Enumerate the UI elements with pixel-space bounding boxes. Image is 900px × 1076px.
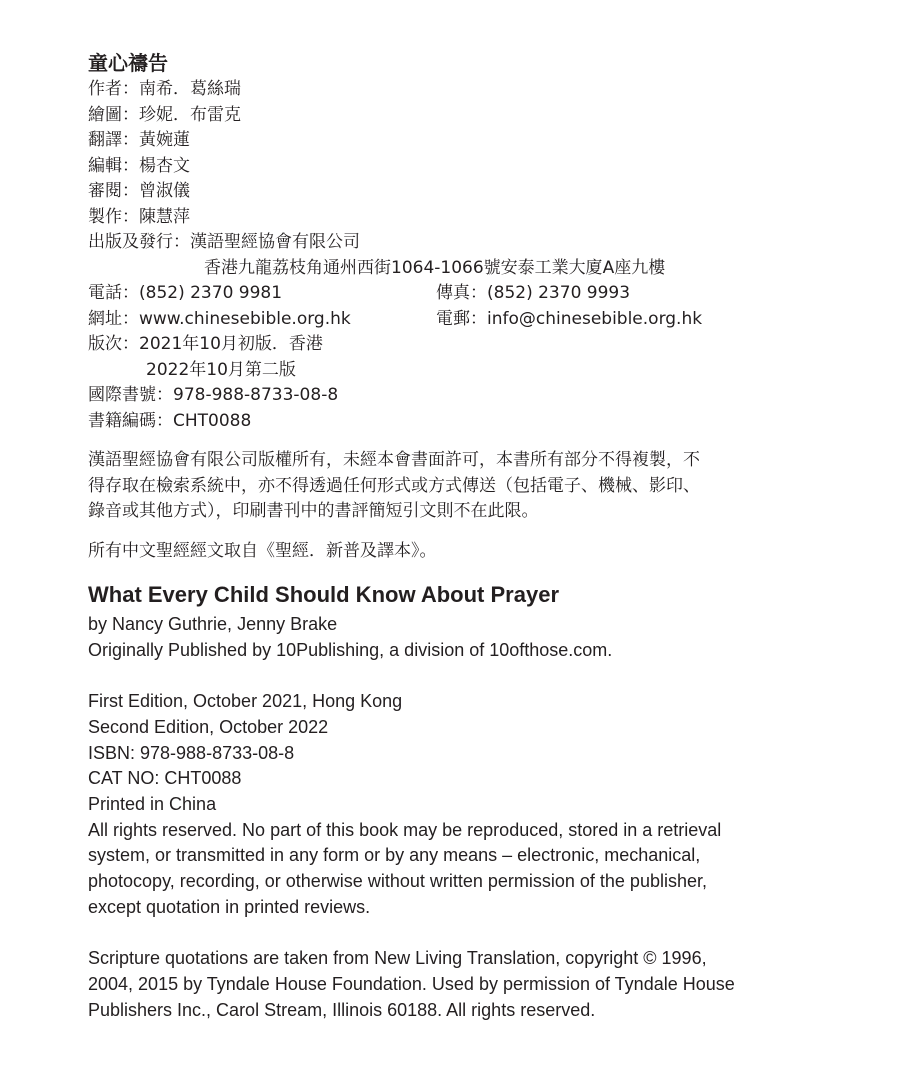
printed-in: Printed in China [88, 793, 217, 814]
cat-no-english: CAT NO: CHT0088 [88, 768, 242, 789]
email: 電郵：info@chinesebible.org.hk [436, 308, 703, 329]
scripture-line: Scripture quotations are taken from New Living Translation, copyright © 1996, [88, 948, 707, 969]
copyright-line: 漢語聖經協會有限公司版權所有，未經本會書面許可，本書所有部分不得複製，不 [88, 450, 700, 470]
copyright-line: 錄音或其他方式），印刷書刊中的書評簡短引文則不在此限。 [88, 501, 539, 521]
scripture-line: 2004, 2015 by Tyndale House Foundation. Used by permission of Tyndale House [88, 973, 735, 994]
edition-line: First Edition, October 2021, Hong Kong [88, 691, 403, 712]
edition-second: 2022年10月第二版 [146, 359, 296, 380]
original-publisher: Originally Published by 10Publishing, a division of 10ofthose.com. [88, 639, 613, 660]
english-rights-notice [88, 818, 800, 921]
publisher-line: 出版及發行：漢語聖經協會有限公司 [88, 232, 360, 252]
edition-line: Second Edition, October 2022 [88, 716, 329, 737]
fax: 傳真：(852) 2370 9993 [436, 283, 631, 303]
credit-production: 製作：陳慧萍 [88, 206, 190, 227]
isbn-english: ISBN: 978-988-8733-08-8 [88, 742, 295, 763]
edition-first: 版次：2021年10月初版．香港 [88, 334, 323, 354]
contact-row-web [88, 307, 800, 333]
english-authors: by Nancy Guthrie, Jenny Brake [88, 614, 338, 634]
credit-illustrator: 繪圖：珍妮．布雷克 [88, 104, 241, 125]
copyright-line: 得存取在檢索系統中，亦不得透過任何形式或方式傳送（包括電子、機械、影印、 [88, 475, 700, 496]
rights-line: system, or transmitted in any form or by any means – electronic, mechanical, [88, 845, 701, 866]
credit-translator: 翻譯：黃婉蓮 [88, 130, 190, 150]
credit-reviewer: 審閱：曾淑儀 [88, 181, 190, 201]
isbn-chinese: 國際書號：978-988-8733-08-8 [88, 385, 339, 405]
publisher-address: 香港九龍荔枝角通州西街1064-1066號安泰工業大廈A座九樓 [204, 257, 666, 278]
copyright-page [88, 50, 800, 1023]
rights-line: except quotation in printed reviews. [88, 896, 371, 917]
rights-line: photocopy, recording, or otherwise without written permission of the publisher, [88, 871, 707, 892]
contact-row-phone [88, 281, 800, 307]
credit-editor: 編輯：楊杏文 [88, 155, 190, 176]
website: 網址：www.chinesebible.org.hk [88, 308, 351, 329]
english-scripture-notice [88, 946, 800, 1023]
english-book-title: What Every Child Should Know About Prayer [88, 582, 560, 607]
scripture-line: Publishers Inc., Carol Stream, Illinois 60188. All rights reserved. [88, 999, 596, 1020]
rights-line: All rights reserved. No part of this book may be reproduced, stored in a retrieval [88, 819, 722, 840]
chinese-scripture-note: 所有中文聖經經文取自《聖經．新普及譯本》。 [88, 540, 437, 561]
chinese-copyright-notice [88, 448, 800, 525]
cat-no-chinese: 書籍編碼：CHT0088 [88, 410, 252, 431]
chinese-book-title: 童心禱告 [88, 51, 168, 75]
credit-author: 作者：南希．葛絲瑞 [88, 79, 241, 99]
phone: 電話：(852) 2370 9981 [88, 283, 283, 303]
